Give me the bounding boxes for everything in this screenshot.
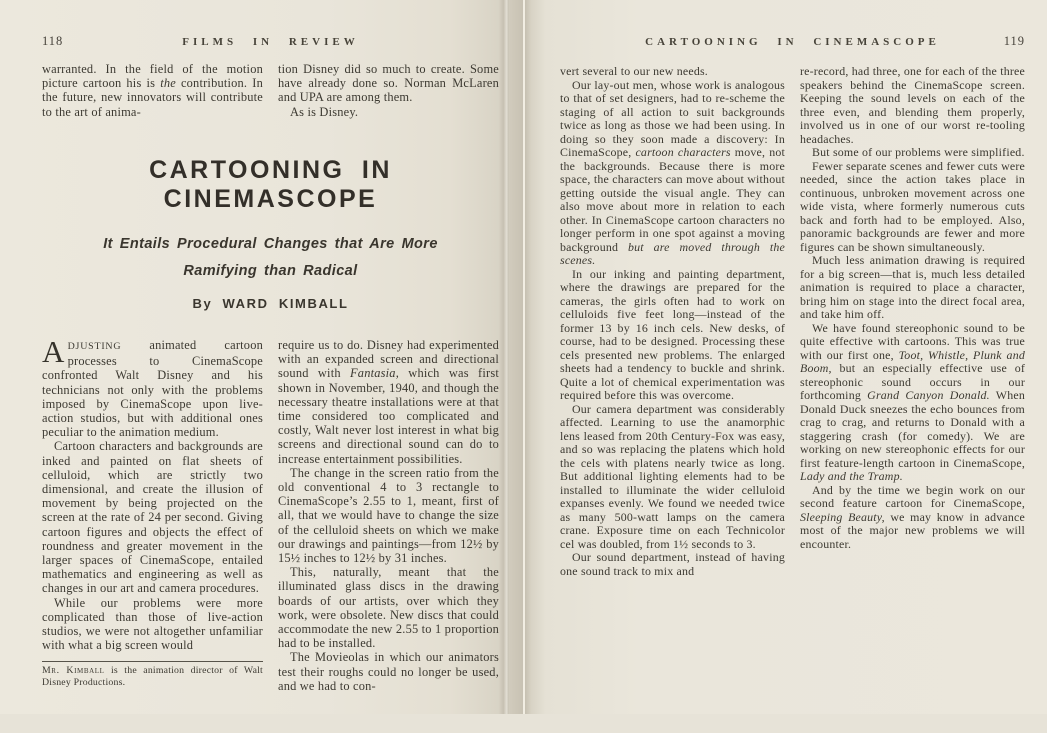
running-head: FILMS IN REVIEW	[182, 36, 359, 48]
small-caps-word: DJUSTING	[67, 341, 122, 352]
body-paragraph: tion Disney did so much to create. Some have already done so. Norman McLaren and UPA are among them.	[278, 62, 499, 105]
page-right	[523, 0, 1047, 714]
drop-cap: A	[42, 338, 65, 369]
body-column-1	[560, 65, 785, 665]
body-columns-right-page	[560, 65, 1025, 665]
page-number: 119	[1003, 34, 1025, 48]
body-paragraph: The Movieolas in which our animators test their roughs could no longer be used, and we had to con-	[278, 650, 499, 693]
body-paragraph: While our problems were more complicated than those of live-action studios, we were not altogether unfamiliar with what a big screen would	[42, 595, 263, 653]
body-paragraph: This, naturally, meant that the illuminated glass discs in the drawing boards of our artists, over which they work, were obsolete. New discs that could accommodate the new 2.55 to 1 proportion had to be installed.	[278, 565, 499, 651]
body-column-2	[278, 338, 499, 733]
body-paragraph: And by the time we begin work on our second feature cartoon for CinemaScope, Sleeping Beauty, we may know in advance most of the major new problems we will encounter.	[800, 482, 1025, 551]
article-head	[42, 156, 499, 311]
body-columns-left-page	[42, 338, 499, 733]
body-paragraph: warranted. In the field of the motion picture cartoon his is the contribution. In the future, new innovators will contribute to the art of anima-	[42, 62, 263, 119]
subtitle-line-2: Ramifying than Radical	[183, 263, 358, 279]
page-number: 118	[42, 34, 64, 48]
body-column-1	[42, 338, 263, 733]
running-head: CARTOONING IN CINEMASCOPE	[645, 36, 940, 48]
body-paragraph: Much less animation drawing is required for a big screen—that is, much less detailed animation is required to place a character, bring him on stage into the direct focal area, and take him off.	[800, 253, 1025, 321]
body-paragraph: The change in the screen ratio from the old conventional 4 to 3 rectangle to CinemaScope’s 2.55 to 1, meant, first of all, that we would have to change the size of the celluloid sheets on which we make our drawings and paintings—from 12½ by 15½ inches to 12½ by 31 inches.	[278, 465, 499, 566]
byline: By WARD KIMBALL	[192, 296, 349, 311]
body-paragraph: We have found stereophonic sound to be quite effective with cartoons. This was true with our first one, Toot, Whistle, Plunk and Boom, but an especially effective use of stereophonic sound occurs in our forthcoming Grand Canyon Donald. When Donald Duck sneezes the echo bounces from crag to crag, and returns to Donald with a staggering crash (for comedy). We are working on new stereophonic effects for our first feature-length cartoon in CinemaScope, Lady and the Tramp.	[800, 320, 1025, 483]
body-paragraph: Our sound department, instead of having one sound track to mix and	[560, 550, 785, 578]
article-subtitle	[42, 231, 499, 285]
body-paragraph: But some of our problems were simplified.	[812, 145, 1025, 159]
body-paragraph: re-record, had three, one for each of the three speakers behind the CinemaScope screen. Keeping the sound levels on each of the three even, and blending them properly, involved us in one of our worst re-tooling headaches.	[800, 65, 1025, 146]
body-paragraph: In our inking and painting department, where the drawings are prepared for the cameras, the girls often had to work on celluloids five feet long—instead of the former 13 by 16 inch cels. New desks, of course, had to be designed. Processing these cels presented new problems. The enlarged sheets had a tendency to buckle and shrink. Quite a lot of chemical experimentation was required before this was overcome.	[560, 266, 785, 402]
subtitle-line-1: It Entails Procedural Changes that Are More	[103, 236, 438, 252]
footnote-text	[42, 665, 263, 688]
body-paragraph: As is Disney.	[290, 104, 359, 119]
body-paragraph: vert several to our new needs.	[560, 65, 708, 78]
running-header-right	[560, 34, 1025, 50]
body-paragraph: Our lay-out men, whose work is analogous to that of set designers, had to re-scheme the staging of all action to suit backgrounds twice as long as those we had been using. In doing so they soon made a discovery: In CinemaScope, cartoon characters move, not the backgrounds. Because there is more space, the characters can move about without getting outside the visual angle. They can also move about more in relation to each other. In CinemaScope cartoon characters no longer perform in one spot against a moving background but are moved through the scenes.	[560, 77, 785, 267]
paragraph-text: animated cartoon processes to CinemaScope confronted Walt Disney and his technicians not only with the problems imposed by CinemaScope upon live-action studios, but with additional ones peculiar to the animation medium.	[42, 338, 263, 440]
body-paragraph: require us to do. Disney had experimented with an expanded screen and directional sound with Fantasia, which was first shown in November, 1940, and though the necessary theatre installations were at that time considered too complicated and costly, Walt never lost interest in what big screens and directional sound can do to increase entertainment possibilities.	[278, 338, 499, 466]
continuation-column-2	[278, 62, 499, 124]
running-header-left	[42, 34, 499, 50]
continuation-column-1	[42, 62, 263, 124]
body-paragraph: Fewer separate scenes and fewer cuts were needed, since the action takes place in continuous, unbroken movement across one wide vista, where formerly numerous cuts back and forth had to be employed. Also, panoramic backgrounds are fewer and more figures can be shown simultaneously.	[800, 158, 1025, 254]
body-paragraph: Cartoon characters and backgrounds are inked and painted on flat sheets of celluloid, which are strictly two dimensional, and create the illusion of movement by being projected on the screen at the rate of 24 per second. Giving cartoon figures and objects the effect of roundness and greater movement in the larger spaces of CinemaScope, entailed mathematics and engineering as well as changes in our art and camera procedures.	[42, 439, 263, 596]
footnote-rest: is the animation director of Walt Disney Productions.	[42, 665, 263, 689]
article-title: CARTOONING IN CINEMASCOPE	[149, 156, 392, 213]
page-left	[0, 0, 523, 714]
continuation-columns	[42, 62, 499, 124]
footnote	[42, 661, 263, 688]
footnote-name: Mr. Kimball	[42, 665, 105, 677]
footnote-rule	[42, 661, 263, 662]
body-column-2	[800, 65, 1025, 665]
body-paragraph: Our camera department was considerably affected. Learning to use the anamorphic lens leased from 20th Century-Fox was easy, and so was replacing the platens which hold the cels with platens nearly twice as long. But additional lighting elements had to be installed to illuminate the wider celluloid expanses evenly. We found we needed twice as many 500-watt lamps on the camera crane. Exposure time on each Technicolor cel was doubled, from 1½ seconds to 3.	[560, 401, 785, 551]
body-paragraph	[42, 338, 263, 439]
